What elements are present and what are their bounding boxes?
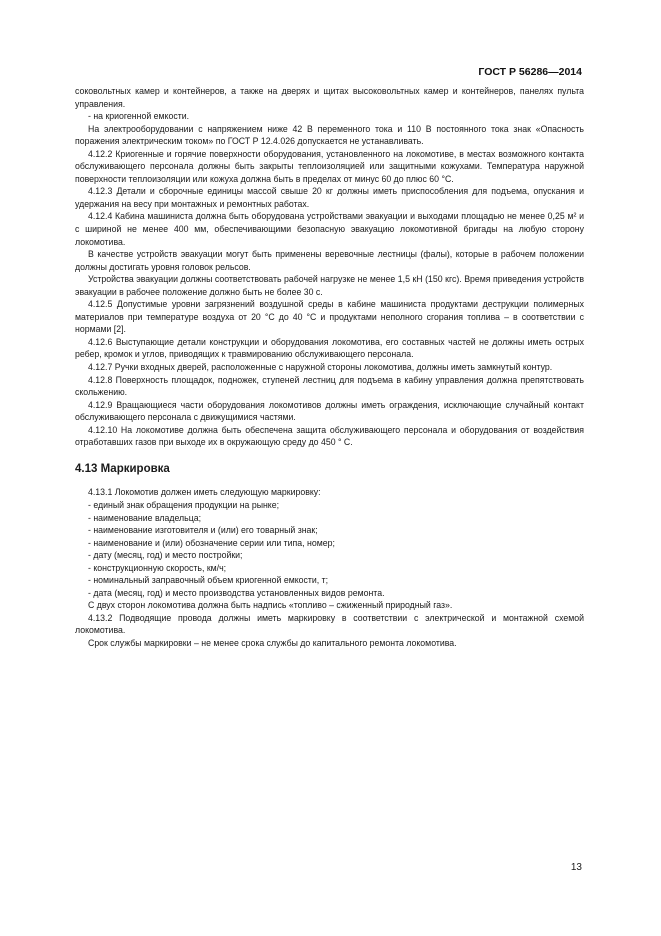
paragraph: - конструкционную скорость, км/ч; xyxy=(88,562,227,573)
paragraphs-bottom xyxy=(75,486,584,649)
paragraph: 4.12.4 Кабина машиниста должна быть оборудована устройствами эвакуации и выходами площадью не менее 0,25 м² и с шириной не менее 400 мм, обеспечивающими безопасную эвакуацию локомотивной бригады на любую сторону локомотива. xyxy=(75,211,584,247)
paragraph: 4.13.1 Локомотив должен иметь следующую маркировку: xyxy=(88,487,321,498)
paragraph: - дату (месяц, год) и место постройки; xyxy=(88,550,243,561)
paragraph: - дата (месяц, год) и место производства установленных видов ремонта. xyxy=(88,587,385,598)
section-heading: 4.13 Маркировка xyxy=(75,462,170,475)
paragraph: Срок службы маркировки – не менее срока службы до капитального ремонта локомотива. xyxy=(88,637,457,648)
paragraph: - наименование изготовителя и (или) его товарный знак; xyxy=(88,525,318,536)
paragraph: - единый знак обращения продукции на рынке; xyxy=(88,499,280,510)
paragraph: 4.12.7 Ручки входных дверей, расположенные с наружной стороны локомотива, должны иметь замкнутый контур. xyxy=(88,362,553,373)
paragraph: 4.12.2 Криогенные и горячие поверхности оборудования, установленного на локомотиве, в местах возможного контакта обслуживающего персонала должны быть закрыты теплоизоляцией или защитными кожухами. Температура наружной поверхности теплоизоляции или кожуха должна быть в пределах от минус 60 до плюс 60 °C. xyxy=(75,148,584,184)
paragraph: соковольтных камер и контейнеров, а также на дверях и щитах высоковольтных камер и контейнеров, панелях пульта управления. xyxy=(75,86,584,109)
paragraph: 4.12.6 Выступающие детали конструкции и оборудования локомотива, его составных частей не должны иметь острых ребер, кромок и углов, приводящих к травмированию обслуживающего персонала. xyxy=(75,336,584,360)
paragraph: 4.12.5 Допустимые уровни загрязнений воздушной среды в кабине машиниста продуктами деструкции полимерных материалов при температуре воздуха от 20 °C до 40 °C и продуктами неполного сгорания топлива – в соответствии с нормами [2]. xyxy=(75,299,584,335)
paragraph: - наименование владельца; xyxy=(88,512,202,523)
document-header: ГОСТ Р 56286—2014 xyxy=(478,66,582,78)
page-number: 13 xyxy=(570,862,582,873)
paragraph: 4.12.8 Поверхность площадок, подножек, ступеней лестниц для подъема в кабину управления должна препятствовать скольжению. xyxy=(75,374,584,398)
paragraph: - номинальный заправочный объем криогенной емкости, т; xyxy=(88,575,329,586)
paragraph: 4.13.2 Подводящие провода должны иметь маркировку в соответствии с электрической и монтажной схемой локомотива. xyxy=(75,612,584,636)
paragraph: В качестве устройств эвакуации могут быть применены веревочные лестницы (фалы), которые в рабочем положении должны достигать уровня головок рельсов. xyxy=(75,249,584,272)
paragraph: - на криогенной емкости. xyxy=(88,111,190,122)
paragraph: Устройства эвакуации должны соответствовать рабочей нагрузке не менее 1,5 кН (150 кгс). Время приведения устройств эвакуации в рабочее положение должно быть не более 30 с. xyxy=(75,274,584,297)
paragraph: 4.12.10 На локомотиве должна быть обеспечена защита обслуживающего персонала и оборудования от воздействия отработавших газов при выходе их в окружающую среду до 450 ° C. xyxy=(75,424,584,448)
paragraphs-top xyxy=(75,85,584,449)
paragraph: С двух сторон локомотива должна быть надпись «топливо – сжиженный природный газ». xyxy=(88,600,453,611)
paragraph: 4.12.9 Вращающиеся части оборудования локомотивов должны иметь ограждения, исключающие случайный контакт обслуживающего персонала с движущимися частями. xyxy=(75,399,584,423)
paragraph: На электрооборудовании с напряжением ниже 42 В переменного тока и 110 В постоянного тока знак «Опасность поражения электрическим током» по ГОСТ Р 12.4.026 допускается не устанавливать. xyxy=(75,123,584,147)
paragraph: - наименование и (или) обозначение серии или типа, номер; xyxy=(88,537,335,548)
document-body xyxy=(75,85,584,650)
paragraph: 4.12.3 Детали и сборочные единицы массой свыше 20 кг должны иметь приспособления для подъема, опускания и удержания на весу при монтажных и ремонтных работах. xyxy=(75,186,584,209)
